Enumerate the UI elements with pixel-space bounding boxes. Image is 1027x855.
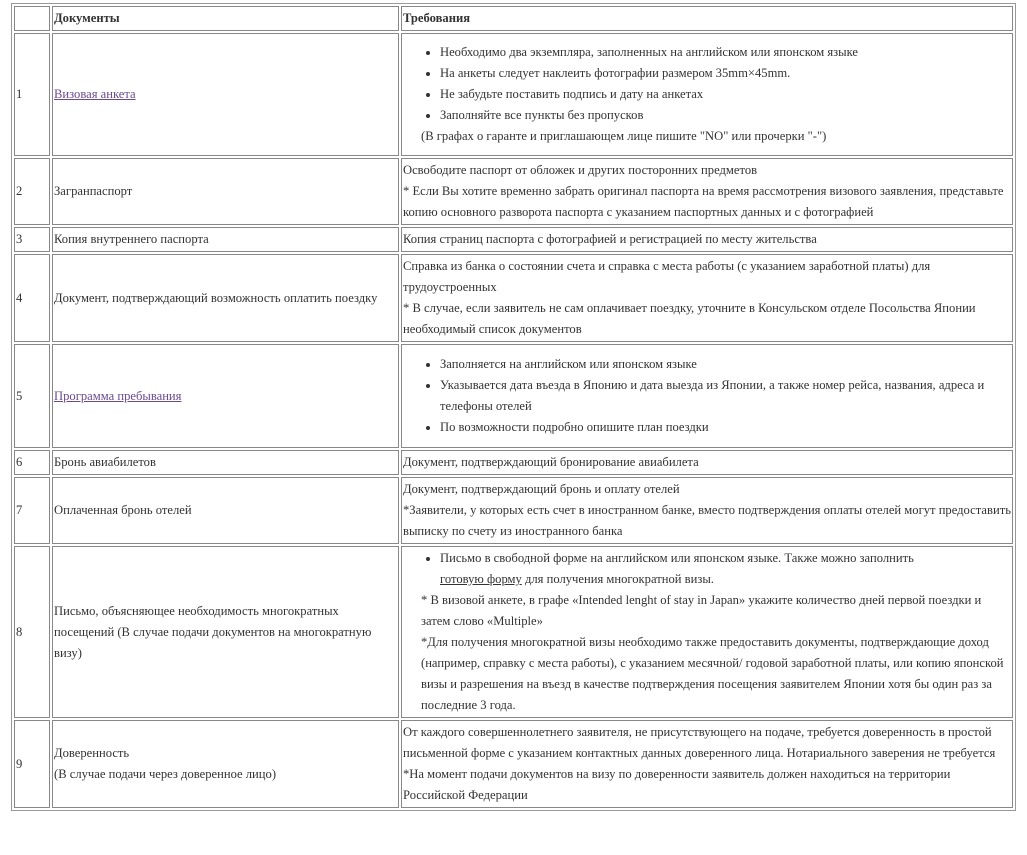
document-cell: Бронь авиабилетов bbox=[52, 450, 399, 475]
bullet-tail: для получения многократной визы. bbox=[521, 572, 714, 586]
row-number: 5 bbox=[14, 344, 50, 448]
requirements-cell bbox=[401, 720, 1013, 808]
table-row bbox=[14, 344, 1013, 448]
document-cell bbox=[52, 344, 399, 448]
requirement-text: Освободите паспорт от обложек и других посторонних предметов bbox=[403, 163, 758, 177]
requirement-text: Справка из банка о состоянии счета и справка с места работы (с указанием заработной платы) для трудоустроенных bbox=[403, 259, 931, 294]
document-cell: Копия внутреннего паспорта bbox=[52, 227, 399, 252]
header-num bbox=[14, 6, 50, 31]
table-row bbox=[14, 227, 1013, 252]
requirement-text: Документ, подтверждающий бронь и оплату отелей bbox=[403, 482, 680, 496]
bullet-lead: Письмо в свободной форме на английском или японском языке. Также можно заполнить bbox=[440, 551, 914, 565]
row-number: 4 bbox=[14, 254, 50, 342]
documents-table bbox=[11, 3, 1016, 811]
row-number: 8 bbox=[14, 546, 50, 718]
list-item: • Заполняется на английском или японском языке bbox=[440, 354, 1011, 375]
requirements-cell bbox=[401, 254, 1013, 342]
document-cell: Документ, подтверждающий возможность оплатить поездку bbox=[52, 254, 399, 342]
header-documents: Документы bbox=[52, 6, 399, 31]
requirement-note: * Если Вы хотите временно забрать оригинал паспорта на время рассмотрения визового заявления, представьте копию основного разворота паспорта с указанием паспортных данных и с фотографией bbox=[403, 184, 1004, 219]
table-row bbox=[14, 477, 1013, 544]
table-row bbox=[14, 720, 1013, 808]
requirement-text: Копия страниц паспорта с фотографией и регистрацией по месту жительства bbox=[403, 232, 817, 246]
document-cell: Оплаченная бронь отелей bbox=[52, 477, 399, 544]
requirement-note: *Заявители, у которых есть счет в иностранном банке, вместо подтверждения оплаты отелей могут предоставить выписку по счету из иностранного банка bbox=[403, 503, 1011, 538]
stay-program-link[interactable]: Программа пребывания bbox=[54, 388, 182, 403]
requirements-cell bbox=[401, 227, 1013, 252]
document-cell: Загранпаспорт bbox=[52, 158, 399, 225]
document-subtitle: (В случае подачи через доверенное лицо) bbox=[54, 767, 277, 781]
list-item: • На анкеты следует наклеить фотографии размером 35mm×45mm. bbox=[440, 63, 1011, 84]
requirements-cell bbox=[401, 33, 1013, 156]
table-row bbox=[14, 33, 1013, 156]
list-item: • По возможности подробно опишите план поездки bbox=[440, 417, 1011, 438]
requirements-list bbox=[403, 354, 1011, 438]
document-title: Доверенность bbox=[54, 746, 130, 760]
requirement-text: Документ, подтверждающий бронирование авиабилета bbox=[403, 455, 699, 469]
requirements-cell bbox=[401, 450, 1013, 475]
list-item: • Не забудьте поставить подпись и дату на анкетах bbox=[440, 84, 1011, 105]
ready-form-link[interactable]: готовую форму bbox=[440, 572, 522, 586]
row-number: 6 bbox=[14, 450, 50, 475]
requirements-cell bbox=[401, 477, 1013, 544]
table-row bbox=[14, 546, 1013, 718]
table-row bbox=[14, 254, 1013, 342]
requirement-note: *Для получения многократной визы необходимо также предоставить документы, подтверждающие доход (например, справку с места работы), с указанием месячной/ годовой заработной платы, или копию японской визы и разрешения на въезд в качестве подтверждения посещения заявителем Японии хотя бы один раз за последние 3 года. bbox=[421, 635, 1004, 712]
row-number: 3 bbox=[14, 227, 50, 252]
table-row bbox=[14, 450, 1013, 475]
requirements-list bbox=[403, 42, 1011, 126]
table-header-row bbox=[14, 6, 1013, 31]
row-number: 9 bbox=[14, 720, 50, 808]
document-cell bbox=[52, 33, 399, 156]
list-item bbox=[440, 548, 1011, 590]
requirement-note: *На момент подачи документов на визу по доверенности заявитель должен находиться на территории Российской Федерации bbox=[403, 767, 951, 802]
row-number: 7 bbox=[14, 477, 50, 544]
visa-application-link[interactable]: Визовая анкета bbox=[54, 87, 136, 101]
requirement-note: * В случае, если заявитель не сам оплачивает поездку, уточните в Консульском отделе Посольства Японии необходимый список документов bbox=[403, 301, 976, 336]
requirements-cell bbox=[401, 546, 1013, 718]
requirements-cell bbox=[401, 344, 1013, 448]
list-item: • Необходимо два экземпляра, заполненных на английском или японском языке bbox=[440, 42, 1011, 63]
requirement-note: * В визовой анкете, в графе «Intended lenght of stay in Japan» укажите количество дней первой поездки и затем слово «Multiple» bbox=[421, 593, 982, 628]
document-cell bbox=[52, 720, 399, 808]
requirements-cell bbox=[401, 158, 1013, 225]
list-item: • Заполняйте все пункты без пропусков bbox=[440, 105, 1011, 126]
requirement-note: (В графах о гаранте и приглашающем лице пишите "NO" или прочерки "-") bbox=[421, 129, 827, 143]
row-number: 2 bbox=[14, 158, 50, 225]
list-item: • Указывается дата въезда в Японию и дата выезда из Японии, а также номер рейса, названия, адреса и телефоны отелей bbox=[440, 375, 1011, 417]
table-row bbox=[14, 158, 1013, 225]
requirement-text: От каждого совершеннолетнего заявителя, не присутствующего на подаче, требуется доверенность в простой письменной форме с указанием контактных данных доверенного лица. Нотариального заверения не требуется bbox=[403, 725, 996, 760]
header-requirements: Требования bbox=[401, 6, 1013, 31]
row-number: 1 bbox=[14, 33, 50, 156]
requirements-list bbox=[403, 548, 1011, 590]
document-cell: Письмо, объясняющее необходимость многократных посещений (В случае подачи документов на многократную визу) bbox=[52, 546, 399, 718]
